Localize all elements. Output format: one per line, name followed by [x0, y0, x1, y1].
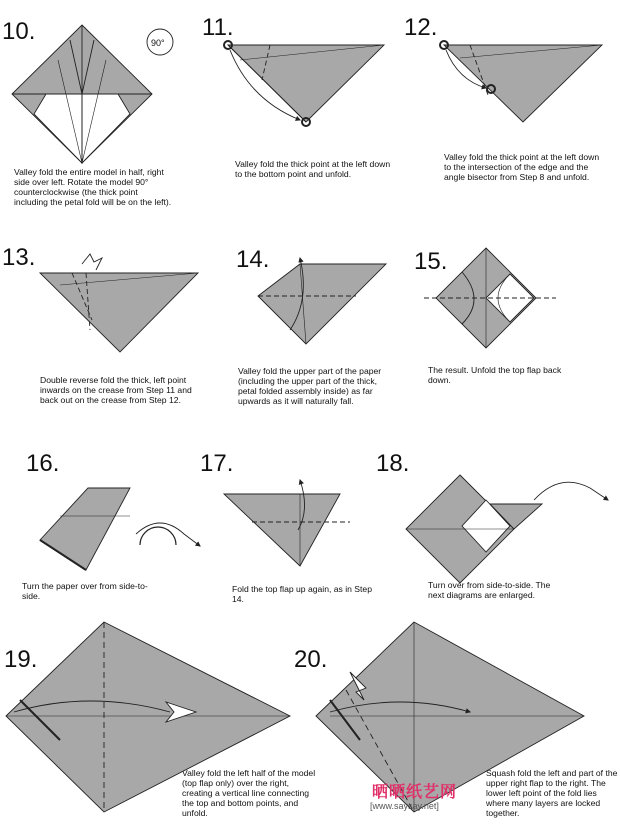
step-12-number: 12.	[404, 14, 438, 41]
watermark-cn: 晒晒纸艺网	[372, 784, 458, 801]
step-16-caption: Turn the paper over from side-to-side.	[22, 581, 148, 601]
step-17-number: 17.	[200, 450, 234, 477]
step-19-number: 19.	[4, 646, 38, 673]
step-10-diagram	[12, 25, 173, 163]
step-12-diagram	[440, 41, 602, 122]
step-10-number: 10.	[2, 18, 36, 45]
step-19-diagram	[6, 622, 290, 812]
rotation-label: 90°	[151, 38, 165, 48]
step-13-number: 13.	[2, 244, 36, 271]
step-16-diagram	[40, 488, 200, 570]
step-20-number: 20.	[294, 646, 328, 673]
step-20-caption: Squash fold the left and part of the upper right flap to the right. The lower left point of the fold lies where many layers are locked together.	[486, 768, 618, 818]
step-19-caption: Valley fold the left half of the model (top flap only) over the right, creating a vertical line connecting the top and bottom points, and unfold.	[182, 768, 316, 818]
step-12-caption: Valley fold the thick point at the left down to the intersection of the edge and the angle bisector from Step 8 and unfold.	[444, 152, 600, 182]
step-13-diagram	[40, 254, 198, 352]
step-17-diagram	[224, 480, 350, 566]
step-15-number: 15.	[414, 248, 448, 275]
step-18-caption: Turn over from side-to-side. The next diagrams are enlarged.	[428, 580, 551, 600]
step-15-diagram	[424, 248, 556, 348]
step-11-number: 11.	[202, 14, 234, 41]
step-18-number: 18.	[376, 450, 410, 477]
step-14-diagram	[258, 258, 386, 344]
step-16-number: 16.	[26, 450, 60, 477]
step-11-caption: Valley fold the thick point at the left down to the bottom point and unfold.	[235, 159, 391, 179]
step-14-number: 14.	[236, 246, 270, 273]
step-14-caption: Valley fold the upper part of the paper (including the upper part of the thick, petal folded assembly inside) as far upwards as it will naturally fall.	[238, 366, 382, 406]
step-13-caption: Double reverse fold the thick, left point inwards on the crease from Step 11 and back out on the crease from Step 12.	[40, 375, 192, 405]
step-18-diagram	[406, 475, 608, 583]
step-10-caption: Valley fold the entire model in half, right side over left. Rotate the model 90° counterclockwise (the thick point including the petal fold will be on the left).	[14, 167, 172, 207]
step-11-diagram	[224, 41, 384, 126]
step-15-caption: The result. Unfold the top flap back down.	[428, 365, 562, 385]
watermark-url: [www.saysay.net]	[370, 801, 439, 811]
step-17-caption: Fold the top flap up again, as in Step 14.	[232, 584, 372, 604]
